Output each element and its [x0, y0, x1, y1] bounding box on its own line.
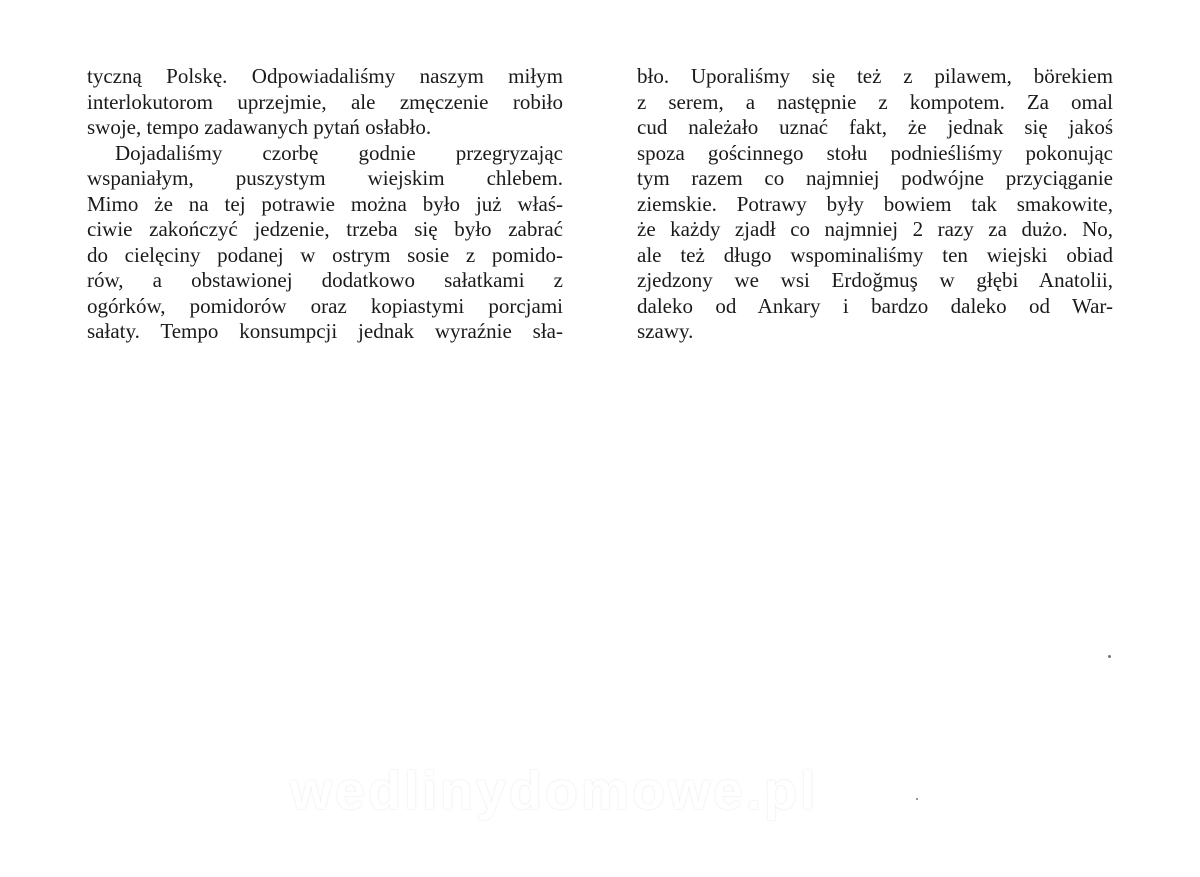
text-line: ale też długo wspominaliśmy ten wiejski obiad — [637, 242, 1113, 267]
text-line: zjedzony we wsi Erdoğmuş w głębi Anatolii, — [637, 268, 1113, 292]
text-line: wspaniałym, puszystym wiejskim chlebem. — [87, 166, 563, 190]
text-line: interlokutorom uprzejmie, ale zmęczenie robiło — [87, 89, 563, 114]
text-line: swoje, tempo zadawanych pytań osłabło. — [87, 115, 432, 139]
text-line: ziemskie. Potrawy były bowiem tak smakowite, — [637, 191, 1113, 216]
right-text-column — [637, 64, 1113, 345]
text-line: Mimo że na tej potrawie można było już właś- — [87, 191, 563, 216]
text-line: Dojadaliśmy czorbę godnie przegryzając — [115, 140, 563, 165]
text-line: daleko od Ankary i bardzo daleko od War- — [637, 293, 1113, 318]
text-line: bło. Uporaliśmy się też z pilawem, börekiem — [637, 64, 1113, 88]
text-line: że każdy zjadł co najmniej 2 razy za dużo. No, — [637, 217, 1113, 241]
scan-speck — [1108, 655, 1111, 658]
text-line: szawy. — [637, 319, 694, 343]
text-line: sałaty. Tempo konsumpcji jednak wyraźnie sła- — [87, 319, 563, 343]
text-line: cud należało uznać fakt, że jednak się jakoś — [637, 115, 1113, 139]
watermark: wedlinydomowe.pl — [290, 761, 819, 821]
text-line: do cielęciny podanej w ostrym sosie z pomido- — [87, 242, 563, 267]
text-line: tyczną Polskę. Odpowiadaliśmy naszym miłym — [87, 64, 563, 88]
text-line: ciwie zakończyć jedzenie, trzeba się było zabrać — [87, 217, 563, 241]
left-text-column — [87, 64, 563, 345]
text-line: z serem, a następnie z kompotem. Za omal — [637, 89, 1113, 114]
scan-speck — [916, 798, 918, 800]
text-line: rów, a obstawionej dodatkowo sałatkami z — [87, 268, 563, 292]
text-line: spoza gościnnego stołu podnieśliśmy pokonując — [637, 140, 1113, 165]
text-line: tym razem co najmniej podwójne przyciąganie — [637, 166, 1113, 190]
text-line: ogórków, pomidorów oraz kopiastymi porcjami — [87, 293, 563, 318]
